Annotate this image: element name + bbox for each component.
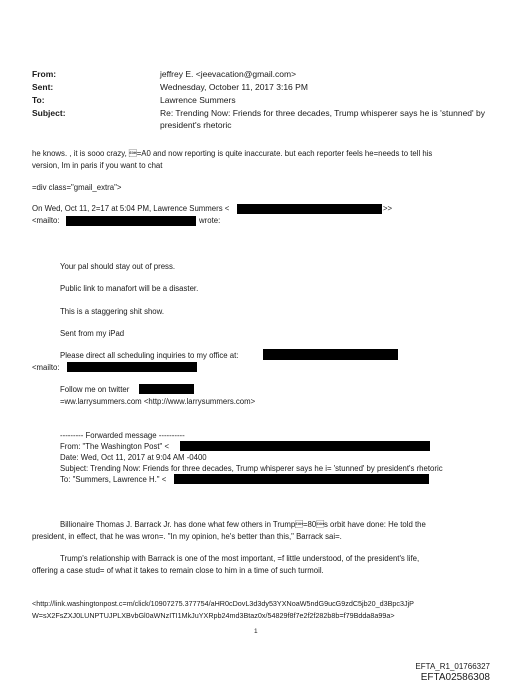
redacted-fwd-to bbox=[174, 474, 429, 484]
forwarded-date: Date: Wed, Oct 11, 2017 at 9:04 AM -0400 bbox=[60, 453, 207, 462]
wrote-suffix: wrote: bbox=[199, 216, 221, 225]
forwarded-from: From: "The Washington Post" < bbox=[60, 442, 170, 451]
link-line-2: W=sX2FsZXJ0LUNPTUJPLXBvbGl0aWNzITI1MkJuYXRpb24md3Btaz0x/54829f8f7e2f2f282b8b=f79Bdda8a99a> bbox=[32, 611, 395, 620]
line-manafort: Public link to manafort will be a disaster. bbox=[60, 284, 199, 293]
link-line-1: <http://link.washingtonpost.c=m/click/10907275.377754/aHR0cDovL3d3dy53YXNoaW5ndG9ucG9zdC5jb20_d3Bpc3JjP bbox=[32, 599, 414, 608]
mailto-prefix-2: <mailto: bbox=[32, 363, 60, 372]
reply-line-2: version, Im in paris if you want to chat bbox=[32, 161, 163, 170]
subject-line-1: Re: Trending Now: Friends for three decades, Trump whisperer says he is 'stunned' by bbox=[160, 108, 485, 118]
mailto-prefix: <mailto: bbox=[32, 216, 60, 225]
sent-value: Wednesday, October 11, 2017 3:16 PM bbox=[160, 82, 308, 92]
reply-line-1: he knows. , it is sooo crazy, =A0 and now reporting is quite inaccurate. but each reporter feels he=needs to tell his bbox=[32, 149, 433, 158]
from-value: jeffrey E. <jeevacation@gmail.com> bbox=[160, 69, 297, 79]
redacted-fwd-from bbox=[180, 441, 430, 451]
gmail-extra-line: =div class="gmail_extra"> bbox=[32, 183, 122, 192]
line-website: =ww.larrysummers.com <http://www.larrysummers.com> bbox=[60, 397, 256, 406]
forwarded-subject: Subject: Trending Now: Friends for three decades, Trump whisperer says he i= 'stunned' by president's rhetoric bbox=[60, 464, 443, 473]
redacted-email-1 bbox=[237, 204, 382, 214]
on-date-suffix: >> bbox=[383, 204, 393, 213]
forwarded-to: To: "Summers, Lawrence H." < bbox=[60, 475, 167, 484]
to-value: Lawrence Summers bbox=[160, 95, 236, 105]
para2-line-2: offering a case stud= of what it takes to remain close to him in a time of such turmoil. bbox=[32, 566, 324, 575]
subject-line-2: president's rhetoric bbox=[160, 120, 232, 130]
para2-line-1: Trump's relationship with Barrack is one of the most important, =f little understood, of the president's life, bbox=[60, 554, 420, 563]
to-label: To: bbox=[32, 95, 45, 105]
footer-id-large: EFTA02586308 bbox=[420, 672, 490, 683]
on-date-prefix: On Wed, Oct 11, 2=17 at 5:04 PM, Lawrence Summers < bbox=[32, 204, 230, 213]
sent-label: Sent: bbox=[32, 82, 54, 92]
line-twitter: Follow me on twitter bbox=[60, 385, 130, 394]
line-scheduling: Please direct all scheduling inquiries to my office at: bbox=[60, 351, 239, 360]
redacted-mailto-2 bbox=[67, 362, 197, 372]
para1-line-2: president, in effect, that he was wron=. "In my opinion, he's better than this," Barrack sai=. bbox=[32, 532, 342, 541]
para1-line-1: Billionaire Thomas J. Barrack Jr. has done what few others in Trump=80s orbit have done: He told the bbox=[60, 520, 426, 529]
forwarded-header: --------- Forwarded message ---------- bbox=[60, 431, 185, 440]
line-pal: Your pal should stay out of press. bbox=[60, 262, 176, 271]
redacted-office-email bbox=[263, 349, 398, 360]
line-ipad: Sent from my iPad bbox=[60, 329, 125, 338]
footer-id-small: EFTA_R1_01766327 bbox=[415, 662, 490, 671]
subject-label: Subject: bbox=[32, 108, 66, 118]
page-number: 1 bbox=[254, 628, 258, 635]
redacted-email-2 bbox=[66, 216, 196, 226]
from-label: From: bbox=[32, 69, 57, 79]
line-staggering: This is a staggering shit show. bbox=[60, 307, 165, 316]
redacted-twitter bbox=[139, 384, 194, 394]
